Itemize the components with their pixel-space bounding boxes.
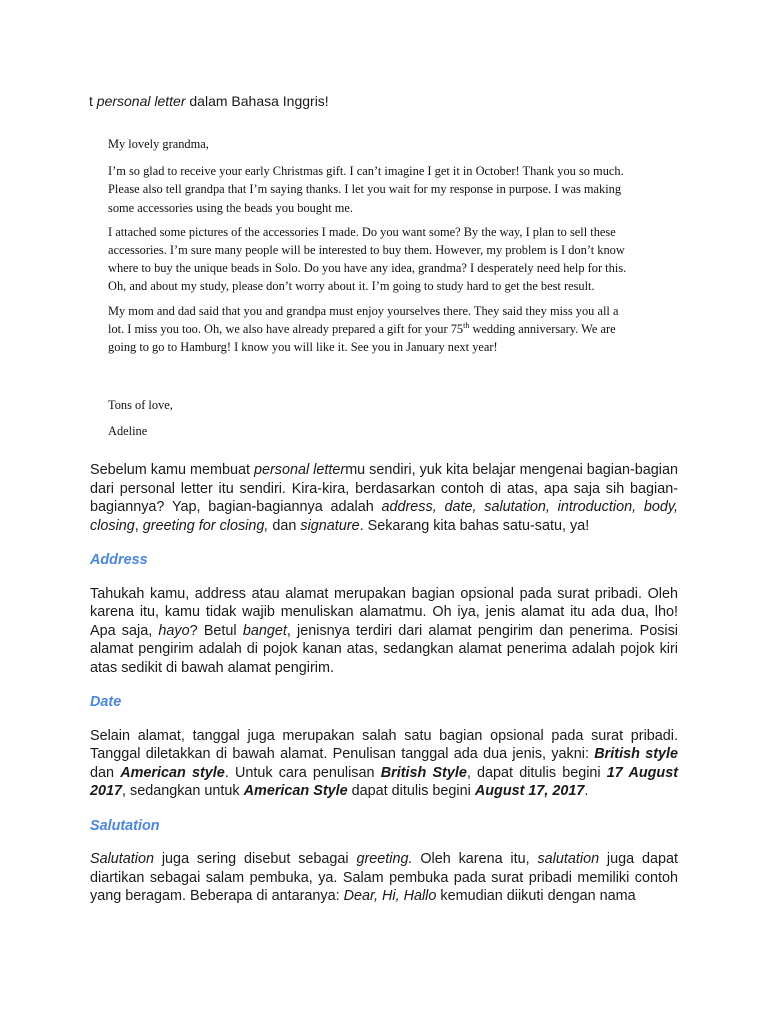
letter-signature: Adeline	[108, 424, 148, 439]
letter-paragraph-1: I’m so glad to receive your early Christmas gift. I can’t imagine I get it in October! Thank you so much. Please also tell grandpa that I’m saying thanks. I let you wait for my response in purpose. I was making some accessories using the beads you bought me.	[108, 164, 624, 215]
superscript-th: th	[463, 320, 470, 330]
date-heading: Date	[90, 694, 122, 710]
letter-closing: Tons of love,	[108, 398, 173, 413]
salutation-heading: Salutation	[90, 817, 160, 834]
intro-prefix: t	[89, 93, 97, 109]
letter-paragraph-3: My mom and dad said that you and grandpa must enjoy yourselves there. They said they miss you all a lot. I miss you too. Oh, we also have already prepared a gift for your 75th wedding anniversary. We are going to go to Hamburg! I know you will like it. See you in January next year!	[108, 303, 619, 355]
address-heading: Address	[90, 552, 148, 568]
intro-suffix: dalam Bahasa Inggris!	[185, 93, 329, 109]
salutation-paragraph: Salutation juga sering disebut sebagai greeting. Oleh karena itu, salutation juga dapat diartikan sebagai salam pembuka, ya. Salam pembuka pada surat pribadi memiliki contoh yang beragam. Beberapa di antaranya: Dear, Hi, Hallo kemudian diikuti dengan nama	[90, 851, 678, 904]
date-paragraph: Selain alamat, tanggal juga merupakan salah satu bagian opsional pada surat pribadi. Tanggal diletakkan di bawah alamat. Penulisan tanggal ada dua jenis, yakni: British style dan American style. Untuk cara penulisan British Style, dapat ditulis begini 17 August 2017, sedangkan untuk American Style dapat ditulis begini August 17, 2017.	[90, 727, 679, 799]
example-letter	[108, 135, 628, 447]
letter-greeting: My lovely grandma,	[108, 137, 209, 151]
intro-italic: personal letter	[96, 93, 186, 109]
intro-line	[89, 92, 329, 110]
address-paragraph: Tahukah kamu, address atau alamat merupakan bagian opsional pada surat pribadi. Oleh karena itu, kamu tidak wajib menuliskan alamatmu. Oh iya, jenis alamat itu ada dua, lho! Apa saja, hayo? Betul banget, jenisnya terdiri dari alamat pengirim dan penerima. Posisi alamat pengirim adalah di pojok kanan atas, sedangkan alamat penerima adalah pojok kiri atas sedikit di bawah alamat pengirim.	[90, 585, 679, 676]
letter-paragraph-2: I attached some pictures of the accessories I made. Do you want some? By the way, I plan to sell these accessories. I’m sure many people will be interested to buy them. However, my problem is I don’t know where to buy the unique beads in Solo. Do you have any idea, grandma? I desperately need help for this. Oh, and about my study, please don’t worry about it. I’m going to study hard to get the best result.	[108, 224, 627, 294]
explain-paragraph: Sebelum kamu membuat personal lettermu sendiri, yuk kita belajar mengenai bagian-bagian dari personal letter itu sendiri. Kira-kira, berdasarkan contoh di atas, apa saja sih bagian-bagiannya? Yap, bagian-bagiannya adalah address, date, salutation, introduction, body, closing, greeting for closing, dan signature. Sekarang kita bahas satu-satu, ya!	[90, 462, 678, 534]
article-body	[90, 461, 678, 906]
